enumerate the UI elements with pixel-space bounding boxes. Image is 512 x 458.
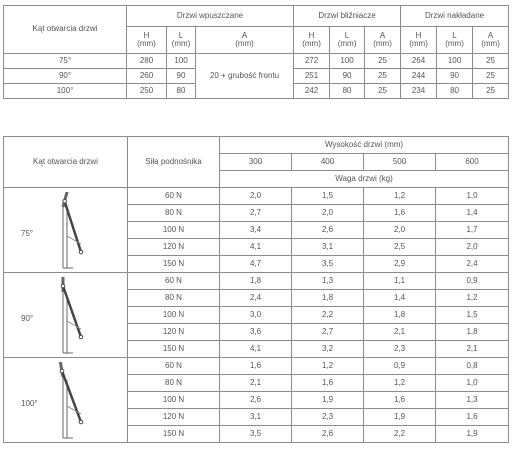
- table-cell: 242: [294, 84, 330, 99]
- height-value: 400: [292, 154, 364, 171]
- weight-cell: 1,9: [292, 392, 364, 409]
- weight-cell: 1,5: [436, 307, 509, 324]
- force-cell: 60 N: [128, 273, 220, 290]
- angle-header: Kąt otwarcia drzwi: [4, 137, 128, 188]
- subheader: H (mm): [294, 27, 330, 54]
- table-cell: 25: [473, 69, 509, 84]
- weight-cell: 2,1: [436, 341, 509, 358]
- force-cell: 120 N: [128, 409, 220, 426]
- table-cell: 100: [167, 54, 196, 69]
- weight-cell: 4,7: [220, 256, 292, 273]
- table-cell: 80: [167, 84, 196, 99]
- weight-cell: 1,0: [436, 375, 509, 392]
- weight-cell: 2,2: [364, 426, 436, 443]
- angle-cell: [4, 273, 128, 358]
- table-cell: 80: [437, 84, 473, 99]
- weight-cell: 2,3: [292, 409, 364, 426]
- weight-cell: 3,1: [292, 239, 364, 256]
- weight-cell: 1,6: [292, 375, 364, 392]
- weight-cell: 1,8: [364, 307, 436, 324]
- group-header-overlay: Drzwi nakładane: [401, 6, 509, 27]
- subheader: H (mm): [127, 27, 167, 54]
- subheader: A (mm): [196, 27, 294, 54]
- angle-cell: 90°: [4, 69, 127, 84]
- weight-cell: 3,2: [292, 341, 364, 358]
- weight-table: [3, 136, 509, 443]
- weight-cell: 1,0: [436, 188, 509, 205]
- weight-cell: 1,8: [220, 273, 292, 290]
- weight-cell: 0,9: [436, 273, 509, 290]
- weight-cell: 1,2: [436, 290, 509, 307]
- angle-cell: [4, 358, 128, 443]
- weight-cell: 2,5: [364, 239, 436, 256]
- weight-cell: 0,9: [364, 358, 436, 375]
- table-cell: 25: [473, 84, 509, 99]
- table-cell: 260: [127, 69, 167, 84]
- weight-header: Waga drzwi (kg): [220, 171, 509, 188]
- weight-cell: 2,6: [220, 392, 292, 409]
- weight-cell: 2,4: [436, 256, 509, 273]
- weight-cell: 2,4: [220, 290, 292, 307]
- angle-label: 75°: [21, 229, 34, 238]
- weight-cell: 1,4: [364, 290, 436, 307]
- weight-cell: 1,2: [364, 188, 436, 205]
- table-cell: 25: [365, 69, 401, 84]
- weight-cell: 2,0: [364, 222, 436, 239]
- angle-label: 100°: [21, 399, 38, 408]
- table-row: [4, 54, 509, 69]
- table-cell: 251: [294, 69, 330, 84]
- weight-cell: 2,7: [292, 324, 364, 341]
- weight-cell: 3,5: [292, 256, 364, 273]
- weight-cell: 1,2: [292, 358, 364, 375]
- weight-cell: 2,1: [220, 375, 292, 392]
- force-cell: 80 N: [128, 375, 220, 392]
- table-cell: 250: [127, 84, 167, 99]
- table-cell: 90: [437, 69, 473, 84]
- weight-cell: 1,9: [364, 409, 436, 426]
- weight-cell: 2,0: [292, 205, 364, 222]
- weight-cell: 1,8: [292, 290, 364, 307]
- force-cell: 100 N: [128, 307, 220, 324]
- weight-cell: 3,1: [220, 409, 292, 426]
- table-cell: 244: [401, 69, 437, 84]
- force-cell: 120 N: [128, 324, 220, 341]
- weight-cell: 1,7: [436, 222, 509, 239]
- subheader: L (mm): [330, 27, 365, 54]
- group-header-twin: Drzwi bliźniacze: [294, 6, 401, 27]
- subheader: A (mm): [365, 27, 401, 54]
- table-row: [4, 188, 509, 205]
- weight-cell: 2,7: [220, 205, 292, 222]
- table-cell: 272: [294, 54, 330, 69]
- force-cell: 100 N: [128, 392, 220, 409]
- weight-cell: 4,1: [220, 341, 292, 358]
- table-cell: 90: [167, 69, 196, 84]
- table-cell: 264: [401, 54, 437, 69]
- angle-cell: 75°: [4, 54, 127, 69]
- weight-cell: 2,6: [292, 426, 364, 443]
- weight-cell: 1,5: [292, 188, 364, 205]
- force-header: Siła podnośnika: [128, 137, 220, 188]
- force-cell: 80 N: [128, 290, 220, 307]
- weight-cell: 2,9: [364, 256, 436, 273]
- weight-cell: 2,6: [292, 222, 364, 239]
- table-row: [4, 358, 509, 375]
- weight-cell: 3,0: [220, 307, 292, 324]
- table-cell: 80: [330, 84, 365, 99]
- weight-cell: 1,9: [436, 426, 509, 443]
- subheader: A (mm): [473, 27, 509, 54]
- weight-cell: 3,5: [220, 426, 292, 443]
- force-cell: 60 N: [128, 358, 220, 375]
- weight-cell: 4,1: [220, 239, 292, 256]
- weight-cell: 2,0: [220, 188, 292, 205]
- force-cell: 150 N: [128, 341, 220, 358]
- height-value: 500: [364, 154, 436, 171]
- force-cell: 60 N: [128, 188, 220, 205]
- weight-cell: 2,3: [364, 341, 436, 358]
- table-cell: 280: [127, 54, 167, 69]
- weight-cell: 2,1: [364, 324, 436, 341]
- table-row: [4, 273, 509, 290]
- weight-cell: 0,8: [436, 358, 509, 375]
- angle-cell: [4, 188, 128, 273]
- weight-cell: 1,8: [436, 324, 509, 341]
- table-cell: 25: [473, 54, 509, 69]
- weight-cell: 1,6: [364, 205, 436, 222]
- weight-cell: 1,1: [364, 273, 436, 290]
- weight-cell: 3,6: [220, 324, 292, 341]
- subheader: L (mm): [437, 27, 473, 54]
- table-cell: 234: [401, 84, 437, 99]
- weight-cell: 1,2: [364, 375, 436, 392]
- weight-cell: 2,2: [292, 307, 364, 324]
- angle-header: Kąt otwarcia drzwi: [4, 6, 127, 54]
- dimensions-table: [3, 5, 509, 99]
- angle-label: 90°: [21, 314, 34, 323]
- table-cell: 90: [330, 69, 365, 84]
- weight-cell: 1,3: [292, 273, 364, 290]
- force-cell: 120 N: [128, 239, 220, 256]
- height-value: 600: [436, 154, 509, 171]
- subheader: L (mm): [167, 27, 196, 54]
- weight-cell: 1,3: [436, 392, 509, 409]
- table-cell: 100: [330, 54, 365, 69]
- weight-cell: 1,6: [220, 358, 292, 375]
- height-header: Wysokość drzwi (mm): [220, 137, 509, 154]
- force-cell: 150 N: [128, 256, 220, 273]
- subheader: H (mm): [401, 27, 437, 54]
- weight-cell: 1,6: [436, 409, 509, 426]
- force-cell: 80 N: [128, 205, 220, 222]
- table-cell: 25: [365, 84, 401, 99]
- force-cell: 150 N: [128, 426, 220, 443]
- weight-cell: 1,6: [364, 392, 436, 409]
- weight-cell: 1,4: [436, 205, 509, 222]
- height-value: 300: [220, 154, 292, 171]
- weight-cell: 3,4: [220, 222, 292, 239]
- force-cell: 100 N: [128, 222, 220, 239]
- group-header-inset: Drzwi wpuszczane: [127, 6, 294, 27]
- table-cell: 25: [365, 54, 401, 69]
- table-cell: 100: [437, 54, 473, 69]
- weight-cell: 2,0: [436, 239, 509, 256]
- merged-a-cell: 20 + grubość frontu: [196, 54, 294, 99]
- angle-cell: 100°: [4, 84, 127, 99]
